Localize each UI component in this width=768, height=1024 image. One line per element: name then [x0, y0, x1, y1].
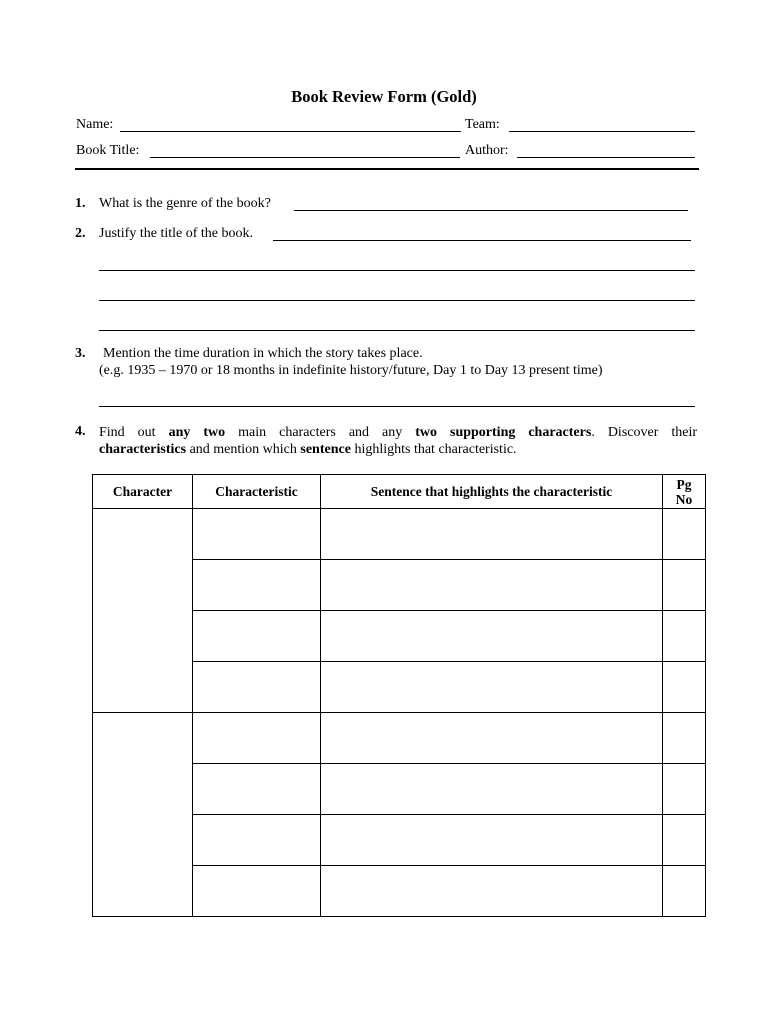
table-header-row — [93, 475, 706, 509]
header-sentence: Sentence that highlights the characteristic — [321, 475, 663, 509]
page-cell[interactable] — [663, 560, 706, 611]
q2-answer-line[interactable] — [273, 240, 691, 241]
team-label: Team: — [465, 117, 500, 132]
sentence-cell[interactable] — [321, 560, 663, 611]
header-character: Character — [93, 475, 193, 509]
q3-answer-line[interactable] — [99, 406, 695, 407]
page-cell[interactable] — [663, 713, 706, 764]
page-cell[interactable] — [663, 815, 706, 866]
table-row — [93, 713, 706, 764]
q4-text-line1: Find out any two main characters and any two supporting characters. Discover their — [99, 425, 698, 440]
q1-text: What is the genre of the book? — [99, 196, 271, 211]
q3-text: Mention the time duration in which the story takes place. — [103, 346, 423, 361]
q2-answer-line[interactable] — [99, 300, 695, 301]
q4-text-line2: characteristics and mention which sentence highlights that characteristic. — [99, 442, 517, 457]
q1-number: 1. — [75, 196, 86, 211]
header-characteristic: Characteristic — [193, 475, 321, 509]
page-cell[interactable] — [663, 662, 706, 713]
q2-answer-line[interactable] — [99, 270, 695, 271]
book-title-field[interactable] — [150, 157, 460, 158]
characteristic-cell[interactable] — [193, 764, 321, 815]
characteristic-cell[interactable] — [193, 662, 321, 713]
page-cell[interactable] — [663, 866, 706, 917]
author-field[interactable] — [517, 157, 695, 158]
page-cell[interactable] — [663, 611, 706, 662]
team-field[interactable] — [509, 131, 695, 132]
q4-number: 4. — [75, 424, 86, 439]
header-divider — [75, 168, 699, 170]
book-title-label: Book Title: — [76, 143, 140, 158]
character-table — [92, 474, 706, 917]
characteristic-cell[interactable] — [193, 815, 321, 866]
q2-text: Justify the title of the book. — [99, 226, 253, 241]
characteristic-cell[interactable] — [193, 560, 321, 611]
sentence-cell[interactable] — [321, 662, 663, 713]
page-cell[interactable] — [663, 764, 706, 815]
name-field[interactable] — [120, 131, 461, 132]
characteristic-cell[interactable] — [193, 866, 321, 917]
sentence-cell[interactable] — [321, 509, 663, 560]
sentence-cell[interactable] — [321, 611, 663, 662]
form-title: Book Review Form (Gold) — [291, 87, 477, 106]
characteristic-cell[interactable] — [193, 713, 321, 764]
q3-number: 3. — [75, 346, 86, 361]
characteristic-cell[interactable] — [193, 509, 321, 560]
q2-answer-line[interactable] — [99, 330, 695, 331]
author-label: Author: — [465, 143, 509, 158]
name-label: Name: — [76, 117, 114, 132]
q1-answer-line[interactable] — [294, 210, 688, 211]
sentence-cell[interactable] — [321, 764, 663, 815]
header-page-number: Pg No — [663, 475, 706, 509]
sentence-cell[interactable] — [321, 815, 663, 866]
characteristic-cell[interactable] — [193, 611, 321, 662]
q2-number: 2. — [75, 226, 86, 241]
character-cell[interactable] — [93, 509, 193, 713]
page-cell[interactable] — [663, 509, 706, 560]
sentence-cell[interactable] — [321, 866, 663, 917]
table-row — [93, 509, 706, 560]
character-cell[interactable] — [93, 713, 193, 917]
q3-example: (e.g. 1935 – 1970 or 18 months in indefinite history/future, Day 1 to Day 13 present time) — [99, 363, 603, 378]
sentence-cell[interactable] — [321, 713, 663, 764]
